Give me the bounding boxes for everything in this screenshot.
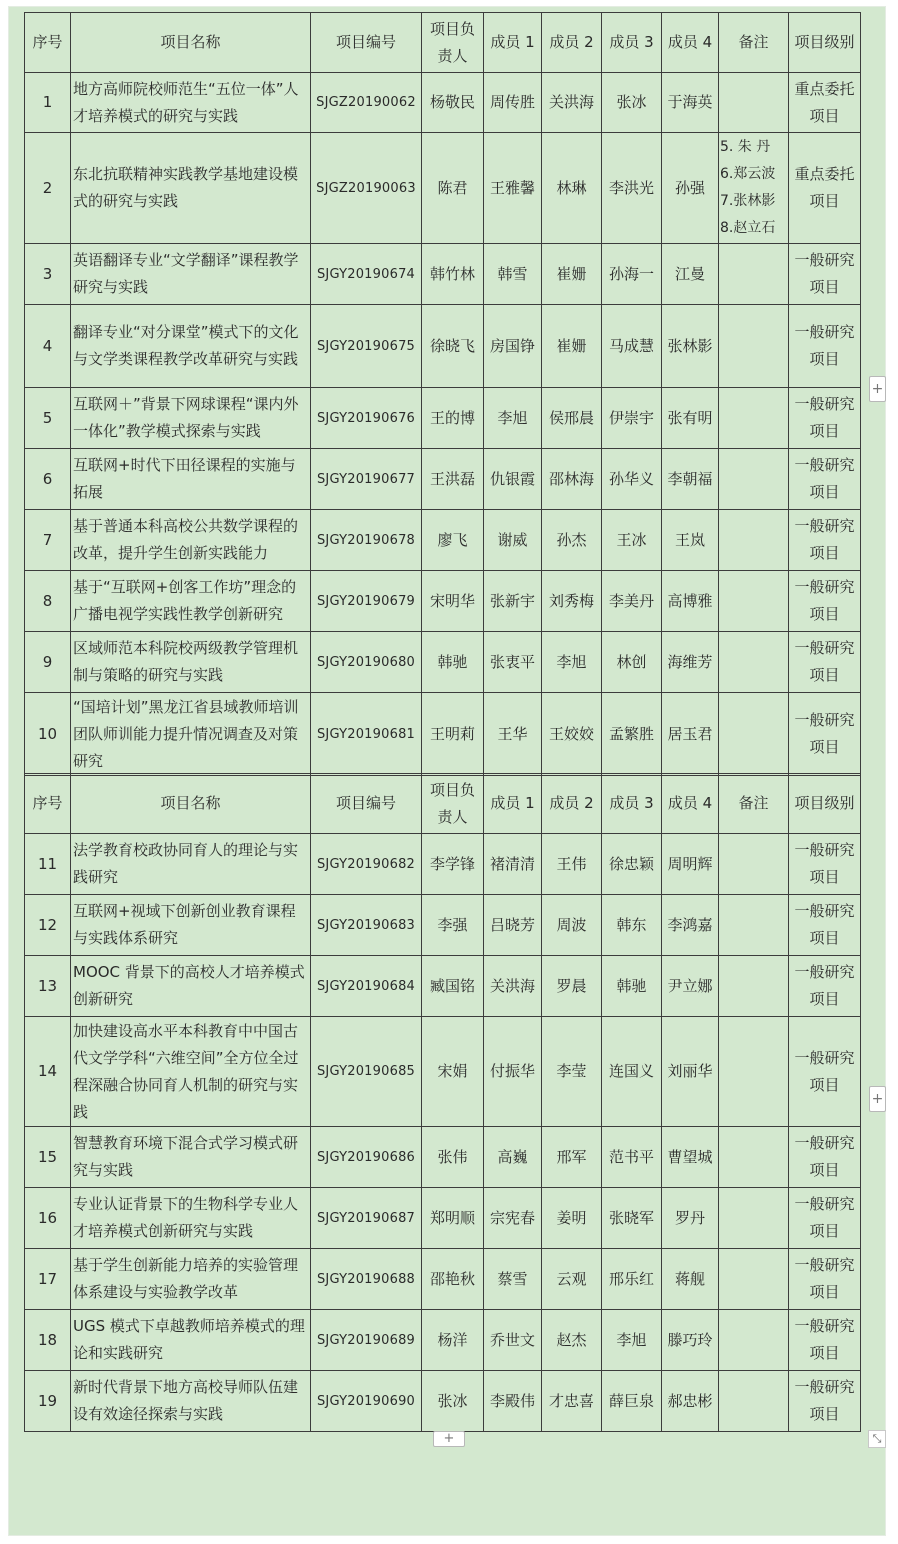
member-3-cell: 孙海一 (602, 244, 662, 305)
project-level-cell: 一般研究项目 (789, 388, 861, 449)
project-code-cell: SJGY20190678 (311, 510, 422, 571)
project-name-cell: 智慧教育环境下混合式学习模式研究与实践 (71, 1127, 311, 1188)
project-code-cell: SJGY20190687 (311, 1188, 422, 1249)
remark-cell (719, 244, 789, 305)
member-4-cell: 罗丹 (662, 1188, 719, 1249)
project-leader-cell: 廖飞 (422, 510, 484, 571)
project-code-cell: SJGY20190679 (311, 571, 422, 632)
project-leader-cell: 韩竹林 (422, 244, 484, 305)
table-row (25, 305, 861, 388)
remark-cell (719, 73, 789, 133)
member-4-cell: 曹望城 (662, 1127, 719, 1188)
remark-cell (719, 1017, 789, 1127)
project-name-cell: 加快建设高水平本科教育中中国古代文学学科“六维空间”全方位全过程深融合协同育人机制的研究与实践 (71, 1017, 311, 1127)
project-leader-cell: 韩驰 (422, 632, 484, 693)
project-code-cell: SJGY20190682 (311, 834, 422, 895)
remark-cell (719, 693, 789, 776)
member-3-cell: 邢乐红 (602, 1249, 662, 1310)
row-number-cell: 3 (25, 244, 71, 305)
member-3-cell: 范书平 (602, 1127, 662, 1188)
row-number-cell: 5 (25, 388, 71, 449)
member-1-cell: 关洪海 (484, 956, 542, 1017)
remark-cell (719, 632, 789, 693)
project-level-cell: 一般研究项目 (789, 632, 861, 693)
row-number-cell: 2 (25, 133, 71, 244)
member-1-cell: 蔡雪 (484, 1249, 542, 1310)
row-number-cell: 18 (25, 1310, 71, 1371)
member-1-cell: 吕晓芳 (484, 895, 542, 956)
project-level-cell: 重点委托项目 (789, 73, 861, 133)
column-header-member-1: 成员 1 (484, 774, 542, 834)
member-2-cell: 王姣姣 (542, 693, 602, 776)
member-2-cell: 邢军 (542, 1127, 602, 1188)
member-4-cell: 海维芳 (662, 632, 719, 693)
column-header-member-3: 成员 3 (602, 774, 662, 834)
column-header-project-level: 项目级别 (789, 774, 861, 834)
member-3-cell: 李美丹 (602, 571, 662, 632)
project-name-cell: 专业认证背景下的生物科学专业人才培养模式创新研究与实践 (71, 1188, 311, 1249)
column-header-member-2: 成员 2 (542, 13, 602, 73)
project-name-cell: 互联网+时代下田径课程的实施与拓展 (71, 449, 311, 510)
table-row (25, 1249, 861, 1310)
row-number-cell: 6 (25, 449, 71, 510)
member-1-cell: 张衷平 (484, 632, 542, 693)
project-code-cell: SJGY20190685 (311, 1017, 422, 1127)
member-2-cell: 邵林海 (542, 449, 602, 510)
row-number-cell: 10 (25, 693, 71, 776)
member-1-cell: 仇银霞 (484, 449, 542, 510)
project-level-cell: 一般研究项目 (789, 1188, 861, 1249)
member-4-cell: 高博雅 (662, 571, 719, 632)
member-2-cell: 侯邢晨 (542, 388, 602, 449)
column-header-project-code: 项目编号 (311, 774, 422, 834)
project-code-cell: SJGY20190675 (311, 305, 422, 388)
project-name-cell: 区域师范本科院校两级教学管理机制与策略的研究与实践 (71, 632, 311, 693)
member-4-cell: 居玉君 (662, 693, 719, 776)
column-header-project-code: 项目编号 (311, 13, 422, 73)
member-2-cell: 李旭 (542, 632, 602, 693)
remark-cell (719, 1249, 789, 1310)
project-level-cell: 一般研究项目 (789, 449, 861, 510)
member-4-cell: 于海英 (662, 73, 719, 133)
table-row (25, 388, 861, 449)
member-3-cell: 薛巨泉 (602, 1371, 662, 1432)
project-leader-cell: 李学锋 (422, 834, 484, 895)
member-4-cell: 周明辉 (662, 834, 719, 895)
table-row (25, 244, 861, 305)
project-code-cell: SJGY20190680 (311, 632, 422, 693)
member-3-cell: 李洪光 (602, 133, 662, 244)
member-4-cell: 李朝福 (662, 449, 719, 510)
project-code-cell: SJGY20190674 (311, 244, 422, 305)
project-code-cell: SJGY20190689 (311, 1310, 422, 1371)
row-number-cell: 19 (25, 1371, 71, 1432)
member-1-cell: 乔世文 (484, 1310, 542, 1371)
project-leader-cell: 李强 (422, 895, 484, 956)
member-2-cell: 崔姗 (542, 305, 602, 388)
member-2-cell: 刘秀梅 (542, 571, 602, 632)
project-code-cell: SJGY20190688 (311, 1249, 422, 1310)
member-4-cell: 蒋舰 (662, 1249, 719, 1310)
table-row (25, 1127, 861, 1188)
table-row (25, 1310, 861, 1371)
project-level-cell: 一般研究项目 (789, 1310, 861, 1371)
project-name-cell: 英语翻译专业“文学翻译”课程教学研究与实践 (71, 244, 311, 305)
column-header-project-level: 项目级别 (789, 13, 861, 73)
project-table-2 (24, 773, 861, 1432)
project-code-cell: SJGY20190686 (311, 1127, 422, 1188)
member-4-cell: 江曼 (662, 244, 719, 305)
member-2-cell: 才忠喜 (542, 1371, 602, 1432)
project-leader-cell: 臧国铭 (422, 956, 484, 1017)
row-number-cell: 14 (25, 1017, 71, 1127)
project-name-cell: 互联网＋”背景下网球课程“课内外一体化”教学模式探索与实践 (71, 388, 311, 449)
project-leader-cell: 宋明华 (422, 571, 484, 632)
project-leader-cell: 王洪磊 (422, 449, 484, 510)
table-row (25, 956, 861, 1017)
project-leader-cell: 邵艳秋 (422, 1249, 484, 1310)
project-level-cell: 一般研究项目 (789, 244, 861, 305)
member-3-cell: 林创 (602, 632, 662, 693)
row-number-cell: 15 (25, 1127, 71, 1188)
member-3-cell: 孟繁胜 (602, 693, 662, 776)
member-4-cell: 郝忠彬 (662, 1371, 719, 1432)
member-3-cell: 王冰 (602, 510, 662, 571)
project-level-cell: 一般研究项目 (789, 834, 861, 895)
add-column-button[interactable]: + (869, 376, 886, 402)
project-leader-cell: 王的博 (422, 388, 484, 449)
column-header-remark: 备注 (719, 774, 789, 834)
project-level-cell: 一般研究项目 (789, 1371, 861, 1432)
project-level-cell: 一般研究项目 (789, 510, 861, 571)
member-1-cell: 谢威 (484, 510, 542, 571)
column-header-project-name: 项目名称 (71, 13, 311, 73)
remark-cell (719, 895, 789, 956)
project-leader-cell: 张冰 (422, 1371, 484, 1432)
project-name-cell: 基于学生创新能力培养的实验管理体系建设与实验教学改革 (71, 1249, 311, 1310)
member-1-cell: 李旭 (484, 388, 542, 449)
member-4-cell: 刘丽华 (662, 1017, 719, 1127)
table-row (25, 895, 861, 956)
project-code-cell: SJGY20190676 (311, 388, 422, 449)
project-code-cell: SJGZ20190062 (311, 73, 422, 133)
project-code-cell: SJGY20190677 (311, 449, 422, 510)
column-header-project-leader: 项目负责人 (422, 774, 484, 834)
member-3-cell: 张晓军 (602, 1188, 662, 1249)
member-1-cell: 张新宇 (484, 571, 542, 632)
column-header-member-4: 成员 4 (662, 774, 719, 834)
row-number-cell: 16 (25, 1188, 71, 1249)
member-3-cell: 连国义 (602, 1017, 662, 1127)
project-name-cell: 互联网+视域下创新创业教育课程与实践体系研究 (71, 895, 311, 956)
member-1-cell: 王雅馨 (484, 133, 542, 244)
project-leader-cell: 徐晓飞 (422, 305, 484, 388)
project-name-cell: 法学教育校政协同育人的理论与实践研究 (71, 834, 311, 895)
member-4-cell: 张有明 (662, 388, 719, 449)
row-number-cell: 12 (25, 895, 71, 956)
project-name-cell: 东北抗联精神实践教学基地建设模式的研究与实践 (71, 133, 311, 244)
column-header-project-leader: 项目负责人 (422, 13, 484, 73)
remark-cell (719, 510, 789, 571)
project-level-cell: 一般研究项目 (789, 1127, 861, 1188)
project-level-cell: 一般研究项目 (789, 1017, 861, 1127)
member-4-cell: 孙强 (662, 133, 719, 244)
member-1-cell: 周传胜 (484, 73, 542, 133)
remark-cell (719, 1371, 789, 1432)
project-name-cell: 翻译专业“对分课堂”模式下的文化与文学类课程教学改革研究与实践 (71, 305, 311, 388)
project-level-cell: 一般研究项目 (789, 571, 861, 632)
row-number-cell: 4 (25, 305, 71, 388)
member-1-cell: 李殿伟 (484, 1371, 542, 1432)
project-level-cell: 一般研究项目 (789, 1249, 861, 1310)
remark-cell (719, 449, 789, 510)
member-3-cell: 韩驰 (602, 956, 662, 1017)
project-name-cell: “国培计划”黑龙江省县域教师培训团队师训能力提升情况调查及对策研究 (71, 693, 311, 776)
column-header-member-1: 成员 1 (484, 13, 542, 73)
table-row (25, 133, 861, 244)
project-name-cell: 新时代背景下地方高校导师队伍建设有效途径探索与实践 (71, 1371, 311, 1432)
add-column-button-2[interactable]: + (869, 1086, 886, 1112)
member-3-cell: 张冰 (602, 73, 662, 133)
member-2-cell: 王伟 (542, 834, 602, 895)
remark-cell (719, 1188, 789, 1249)
member-2-cell: 孙杰 (542, 510, 602, 571)
project-name-cell: MOOC 背景下的高校人才培养模式创新研究 (71, 956, 311, 1017)
column-header-row-number: 序号 (25, 13, 71, 73)
add-row-button[interactable]: + (433, 1431, 465, 1447)
project-leader-cell: 张伟 (422, 1127, 484, 1188)
project-leader-cell: 杨洋 (422, 1310, 484, 1371)
member-4-cell: 王岚 (662, 510, 719, 571)
member-2-cell: 赵杰 (542, 1310, 602, 1371)
row-number-cell: 11 (25, 834, 71, 895)
member-3-cell: 徐忠颖 (602, 834, 662, 895)
table-header-row (25, 13, 861, 73)
member-4-cell: 李鸿嘉 (662, 895, 719, 956)
column-header-member-4: 成员 4 (662, 13, 719, 73)
column-header-member-2: 成员 2 (542, 774, 602, 834)
project-leader-cell: 杨敬民 (422, 73, 484, 133)
project-code-cell: SJGY20190683 (311, 895, 422, 956)
table-row (25, 449, 861, 510)
member-2-cell: 姜明 (542, 1188, 602, 1249)
member-2-cell: 林琳 (542, 133, 602, 244)
project-level-cell: 重点委托项目 (789, 133, 861, 244)
remark-cell (719, 1310, 789, 1371)
member-4-cell: 滕巧玲 (662, 1310, 719, 1371)
row-number-cell: 17 (25, 1249, 71, 1310)
table-row (25, 693, 861, 776)
project-code-cell: SJGY20190684 (311, 956, 422, 1017)
project-leader-cell: 王明莉 (422, 693, 484, 776)
member-2-cell: 崔姗 (542, 244, 602, 305)
table-header-row (25, 774, 861, 834)
project-name-cell: 基于“互联网+创客工作坊”理念的广播电视学实践性教学创新研究 (71, 571, 311, 632)
table-row (25, 632, 861, 693)
project-level-cell: 一般研究项目 (789, 956, 861, 1017)
remark-cell (719, 1127, 789, 1188)
project-code-cell: SJGZ20190063 (311, 133, 422, 244)
row-number-cell: 1 (25, 73, 71, 133)
row-number-cell: 7 (25, 510, 71, 571)
member-1-cell: 高巍 (484, 1127, 542, 1188)
column-header-member-3: 成员 3 (602, 13, 662, 73)
member-1-cell: 褚清清 (484, 834, 542, 895)
table-row (25, 1188, 861, 1249)
table-row (25, 571, 861, 632)
column-header-project-name: 项目名称 (71, 774, 311, 834)
remark-cell (719, 388, 789, 449)
member-2-cell: 关洪海 (542, 73, 602, 133)
table-row (25, 510, 861, 571)
member-3-cell: 韩东 (602, 895, 662, 956)
member-2-cell: 周波 (542, 895, 602, 956)
table-row (25, 73, 861, 133)
member-4-cell: 尹立娜 (662, 956, 719, 1017)
project-level-cell: 一般研究项目 (789, 305, 861, 388)
resize-handle-icon[interactable]: ⤡ (868, 1430, 886, 1448)
row-number-cell: 9 (25, 632, 71, 693)
project-leader-cell: 宋娟 (422, 1017, 484, 1127)
column-header-row-number: 序号 (25, 774, 71, 834)
table-row (25, 1017, 861, 1127)
remark-cell: 5. 朱 丹 6.郑云波 7.张林影 8.赵立石 (719, 133, 789, 244)
project-code-cell: SJGY20190681 (311, 693, 422, 776)
remark-cell (719, 834, 789, 895)
member-3-cell: 伊崇宇 (602, 388, 662, 449)
project-name-cell: UGS 模式下卓越教师培养模式的理论和实践研究 (71, 1310, 311, 1371)
member-2-cell: 李莹 (542, 1017, 602, 1127)
table-row (25, 834, 861, 895)
member-2-cell: 罗晨 (542, 956, 602, 1017)
remark-cell (719, 571, 789, 632)
row-number-cell: 13 (25, 956, 71, 1017)
project-name-cell: 地方高师院校师范生“五位一体”人才培养模式的研究与实践 (71, 73, 311, 133)
member-1-cell: 宗宪春 (484, 1188, 542, 1249)
project-leader-cell: 陈君 (422, 133, 484, 244)
member-1-cell: 王华 (484, 693, 542, 776)
project-code-cell: SJGY20190690 (311, 1371, 422, 1432)
remark-cell (719, 956, 789, 1017)
project-name-cell: 基于普通本科高校公共数学课程的改革，提升学生创新实践能力 (71, 510, 311, 571)
member-3-cell: 李旭 (602, 1310, 662, 1371)
member-4-cell: 张林影 (662, 305, 719, 388)
project-level-cell: 一般研究项目 (789, 693, 861, 776)
project-level-cell: 一般研究项目 (789, 895, 861, 956)
row-number-cell: 8 (25, 571, 71, 632)
project-table-1 (24, 12, 861, 776)
member-2-cell: 云观 (542, 1249, 602, 1310)
project-leader-cell: 郑明顺 (422, 1188, 484, 1249)
remark-cell (719, 305, 789, 388)
member-3-cell: 孙华义 (602, 449, 662, 510)
member-1-cell: 房国铮 (484, 305, 542, 388)
column-header-remark: 备注 (719, 13, 789, 73)
member-3-cell: 马成慧 (602, 305, 662, 388)
table-row (25, 1371, 861, 1432)
member-1-cell: 韩雪 (484, 244, 542, 305)
member-1-cell: 付振华 (484, 1017, 542, 1127)
